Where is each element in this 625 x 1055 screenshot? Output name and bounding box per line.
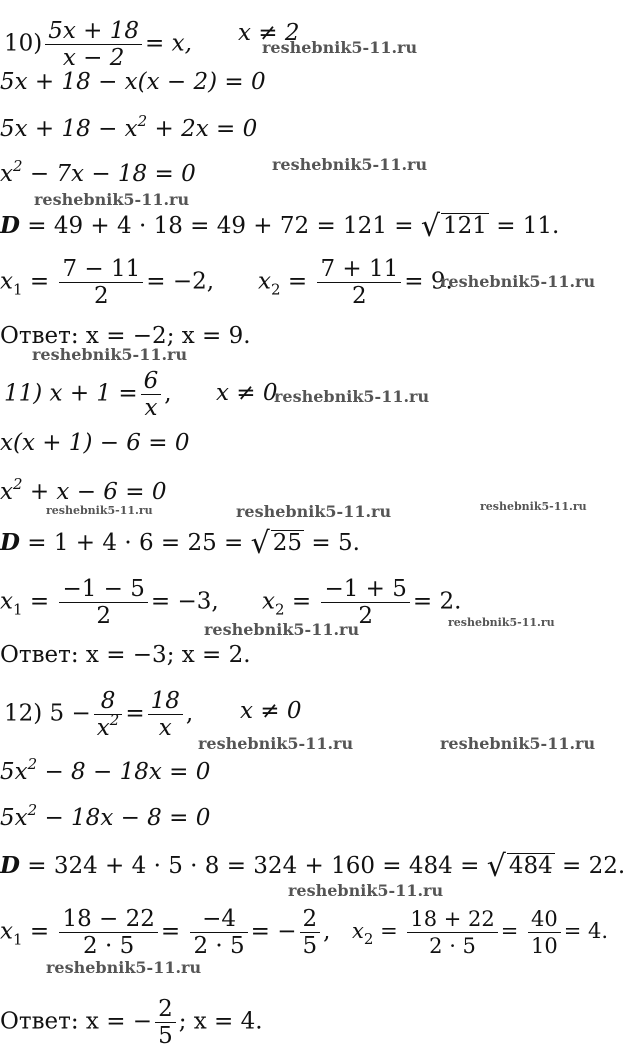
p12-f1-num: 8	[94, 688, 123, 715]
p12-x1-f1-den: 2 · 5	[83, 933, 135, 959]
p12-f1-den-exp: 2	[109, 711, 120, 729]
p10-d-sqrt: 121	[442, 213, 487, 239]
watermark: reshebnik5-11.ru	[274, 387, 430, 406]
p12-x2-fraction-2	[528, 906, 561, 959]
p10-x2-num: 7 + 11	[317, 256, 401, 283]
p10-step-1: 5x + 18 − x(x − 2) = 0	[0, 69, 266, 95]
p12-comma: ,	[185, 700, 194, 727]
p12-x1-f1-num: 18 − 22	[59, 906, 157, 933]
watermark: reshebnik5-11.ru	[440, 272, 596, 291]
p12-step-2	[0, 803, 210, 833]
p10-x1-den: 2	[94, 283, 109, 309]
p11-condition: x ≠ 0	[216, 380, 278, 406]
p10-x1-sub: 1	[12, 280, 23, 299]
p12-x1-fraction-3	[300, 906, 321, 959]
p11-s2-exp: 2	[12, 475, 23, 493]
p12-f1-den	[94, 711, 123, 741]
p12-condition: x ≠ 0	[240, 698, 302, 724]
watermark: reshebnik5-11.ru	[46, 958, 202, 977]
p12-f2-num: 18	[148, 688, 183, 715]
watermark: reshebnik5-11.ru	[236, 502, 392, 521]
p11-x2-den: 2	[358, 603, 373, 629]
watermark: reshebnik5-11.ru	[440, 734, 596, 753]
p12-root-2: $x_2$ = $\frac{18 + 22}{2 \cdot 5}$ = $\frac{40}{10}$ = 4.	[352, 907, 609, 958]
p12-x2-label: x	[352, 919, 364, 943]
p12-s2-c: − 18x − 8 = 0	[37, 805, 211, 831]
p10-s3-a: x	[0, 161, 13, 187]
p10-s2-c: + 2x = 0	[147, 116, 258, 142]
p11-x1-label: x	[0, 588, 13, 615]
p10-x2-val: = 9.	[404, 268, 453, 295]
p11-x1-den: 2	[96, 603, 111, 629]
p12-x1-sub: 1	[12, 930, 23, 949]
p11-d-label: D	[0, 529, 20, 556]
p12-x1-label: x	[0, 918, 13, 945]
p11-x1-val: = −3,	[150, 588, 219, 615]
p10-equation	[4, 18, 192, 71]
p12-x1-fraction-1	[59, 906, 157, 959]
p10-x1-label: x	[0, 268, 13, 295]
p12-x1-f3-num: 2	[300, 906, 321, 933]
p11-x1-num: −1 − 5	[59, 576, 147, 603]
p10-frac-num: 5x + 18	[45, 18, 142, 45]
p12-x1-f3-den: 5	[302, 933, 318, 959]
p10-d-end: = 11.	[488, 213, 560, 239]
p12-ans-num: 2	[155, 996, 176, 1023]
p11-answer: Ответ: x = −3; x = 2.	[0, 642, 251, 668]
watermark: reshebnik5-11.ru	[272, 155, 428, 174]
p10-root-1: $x_1$ = $\frac{7 - 11}{2}$ = −2,	[0, 256, 215, 309]
p12-s2-a: 5x	[0, 805, 28, 831]
p12-s1-c: − 8 − 18x = 0	[37, 759, 211, 785]
p10-discriminant	[0, 209, 560, 244]
sqrt-icon: √	[486, 849, 506, 884]
p11-equation	[4, 368, 172, 421]
p11-root-1: $x_1$ = $\frac{-1 - 5}{2}$ = −3,	[0, 576, 219, 629]
p12-f1-den-base: x	[96, 715, 110, 741]
p11-d-expr: = 1 + 4 · 6 = 25 =	[19, 530, 251, 556]
watermark: reshebnik5-11.ru	[204, 620, 360, 639]
p12-x2-f2-den: 10	[531, 934, 558, 958]
p11-d-end: = 5.	[304, 530, 360, 556]
p10-step-3	[0, 159, 196, 189]
p11-d-sqrt: 25	[272, 530, 303, 556]
p12-eq: =	[125, 700, 145, 727]
p12-x1-f2-num: −4	[190, 906, 247, 933]
p12-step-1	[0, 757, 210, 787]
p12-d-label: D	[0, 852, 20, 879]
p12-ans-post: ; x = 4.	[178, 1008, 263, 1035]
p10-x1-fraction	[59, 256, 143, 309]
p10-s3-exp: 2	[12, 157, 23, 175]
p12-d-end: = 22.	[554, 853, 625, 879]
p12-x2-f1-num: 18 + 22	[407, 906, 497, 933]
watermark: reshebnik5-11.ru	[480, 500, 587, 513]
p10-fraction	[45, 18, 142, 71]
p11-x2-label: x	[262, 588, 275, 615]
p11-root-2: $x_2$ = $\frac{-1 + 5}{2}$ = 2.	[262, 576, 462, 629]
p12-answer	[0, 996, 263, 1049]
p10-s3-c: − 7x − 18 = 0	[22, 161, 196, 187]
p12-x2-f1-den: 2 · 5	[429, 934, 476, 958]
p12-fraction-1	[94, 688, 123, 741]
p10-d-expr: = 49 + 4 · 18 = 49 + 72 = 121 =	[19, 213, 421, 239]
p10-d-label: D	[0, 212, 20, 239]
watermark: reshebnik5-11.ru	[34, 190, 190, 209]
p10-answer: Ответ: x = −2; x = 9.	[0, 323, 251, 349]
p11-x1-fraction	[59, 576, 147, 629]
watermark: reshebnik5-11.ru	[262, 38, 418, 57]
p11-frac-den: x	[144, 395, 158, 421]
watermark: reshebnik5-11.ru	[32, 345, 188, 364]
p12-s1-exp: 2	[27, 755, 38, 773]
p10-x2-den: 2	[352, 283, 367, 309]
p10-x2-fraction	[317, 256, 401, 309]
p10-x2-sub: 2	[270, 280, 281, 299]
p12-equation	[4, 688, 193, 741]
p12-x2-sub: 2	[363, 930, 374, 948]
p12-discriminant	[0, 849, 625, 884]
p10-x1-num: 7 − 11	[59, 256, 143, 283]
p10-s2-a: 5x + 18 − x	[0, 116, 138, 142]
p11-s2-c: + x − 6 = 0	[22, 479, 167, 505]
p11-fraction	[141, 368, 162, 421]
p12-fraction-2	[148, 688, 183, 741]
p12-f2-den: x	[158, 715, 172, 741]
p10-x1-val: = −2,	[146, 268, 215, 295]
p11-x2-sub: 2	[274, 600, 285, 619]
p10-root-2: $x_2$ = $\frac{7 + 11}{2}$ = 9.	[258, 256, 453, 309]
p11-frac-num: 6	[141, 368, 162, 395]
p12-label: 12) 5 −	[4, 700, 91, 727]
p11-step-1: x(x + 1) − 6 = 0	[0, 430, 190, 456]
p10-condition: x ≠ 2	[238, 20, 300, 46]
p12-x2-fraction-1	[407, 906, 497, 959]
p11-s2-a: x	[0, 479, 13, 505]
p12-x2-f2-num: 40	[528, 906, 561, 933]
p12-d-expr: = 324 + 4 · 5 · 8 = 324 + 160 = 484 =	[19, 853, 487, 879]
p11-step-2	[0, 477, 166, 507]
p12-d-sqrt: 484	[508, 853, 553, 879]
sqrt-icon: √	[420, 209, 440, 244]
p11-discriminant	[0, 526, 360, 561]
p12-x2-val: = 4.	[563, 919, 609, 943]
p11-x1-sub: 1	[12, 600, 23, 619]
p11-x2-num: −1 + 5	[321, 576, 409, 603]
p12-x1-f2-den: 2 · 5	[193, 933, 245, 959]
p12-ans-fraction	[155, 996, 176, 1049]
p12-ans-den: 5	[158, 1023, 173, 1049]
p10-step-2	[0, 114, 257, 144]
p10-frac-den: x − 2	[62, 45, 125, 71]
p12-x1-fraction-2	[190, 906, 247, 959]
p12-s2-exp: 2	[27, 801, 38, 819]
watermark: reshebnik5-11.ru	[288, 881, 444, 900]
p10-rhs: = x,	[145, 30, 192, 57]
p12-root-1: $x_1$ = $\frac{18 - 22}{2 \cdot 5}$ = $\frac{-4}{2 \cdot 5}$ = − $\frac{2}{5}$ ,	[0, 906, 331, 959]
sqrt-icon: √	[250, 526, 270, 561]
p12-ans-pre: Ответ: x = −	[0, 1008, 153, 1035]
p11-comma: ,	[164, 380, 172, 407]
p10-label: 10)	[4, 30, 43, 57]
p11-x2-val: = 2.	[412, 588, 462, 615]
p10-s2-exp: 2	[137, 112, 148, 130]
watermark: reshebnik5-11.ru	[448, 616, 555, 629]
watermark: reshebnik5-11.ru	[198, 734, 354, 753]
watermark: reshebnik5-11.ru	[46, 504, 153, 517]
p12-s1-a: 5x	[0, 759, 28, 785]
p10-x2-label: x	[258, 268, 271, 295]
p11-label: 11) x + 1 =	[4, 380, 138, 407]
